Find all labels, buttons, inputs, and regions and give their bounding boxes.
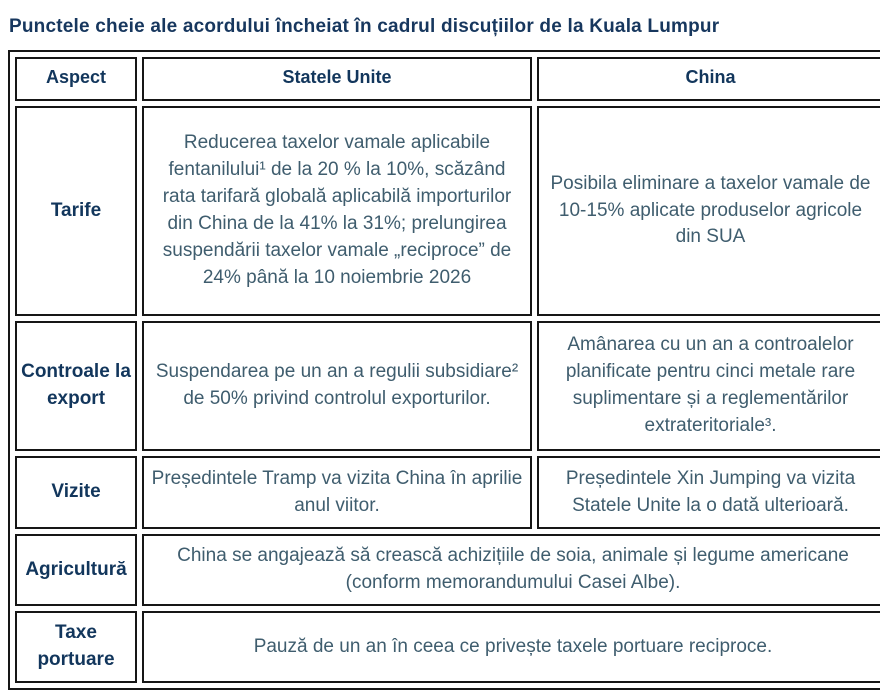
us-cell-controale-export: Suspendarea pe un an a regulii subsidiare² de 50% privind controlul exporturilor. (142, 321, 532, 451)
table-row-agricultura (15, 534, 880, 606)
aspect-label-vizite: Vizite (15, 456, 137, 529)
table-row-controale-export (15, 321, 880, 451)
aspect-label-controale-export: Controale la export (15, 321, 137, 451)
column-header-statele-unite: Statele Unite (142, 57, 532, 101)
us-cell-vizite: Președintele Tramp va vizita China în aprilie anul viitor. (142, 456, 532, 529)
agreement-table (8, 50, 880, 690)
page-title: Punctele cheie ale acordului încheiat în cadrul discuțiilor de la Kuala Lumpur (9, 16, 720, 37)
header-row (15, 57, 880, 101)
aspect-label-agricultura: Agricultură (15, 534, 137, 606)
us-cell-tarife: Reducerea taxelor vamale aplicabile fentanilului¹ de la 20 % la 10%, scăzând rata tarifară globală aplicabilă importurilor din China de la 41% la 31%; prelungirea suspendării taxelor vamale „reciproce” de 24% până la 10 noiembrie 2026 (142, 106, 532, 316)
column-header-aspect: Aspect (15, 57, 137, 101)
china-cell-tarife: Posibila eliminare a taxelor vamale de 10-15% aplicate produselor agricole din SUA (537, 106, 880, 316)
merged-cell-agricultura: China se angajează să crească achizițiile de soia, animale și legume americane (conform memorandumului Casei Albe). (142, 534, 880, 606)
table-row-vizite (15, 456, 880, 529)
aspect-label-taxe-portuare: Taxe portuare (15, 611, 137, 683)
china-cell-controale-export: Amânarea cu un an a controalelor planificate pentru cinci metale rare suplimentare și a reglementărilor extrateritoriale³. (537, 321, 880, 451)
table-row-tarife (15, 106, 880, 316)
table-row-taxe-portuare (15, 611, 880, 683)
merged-cell-taxe-portuare: Pauză de un an în ceea ce privește taxele portuare reciproce. (142, 611, 880, 683)
aspect-label-tarife: Tarife (15, 106, 137, 316)
china-cell-vizite: Președintele Xin Jumping va vizita Statele Unite la o dată ulterioară. (537, 456, 880, 529)
column-header-china: China (537, 57, 880, 101)
